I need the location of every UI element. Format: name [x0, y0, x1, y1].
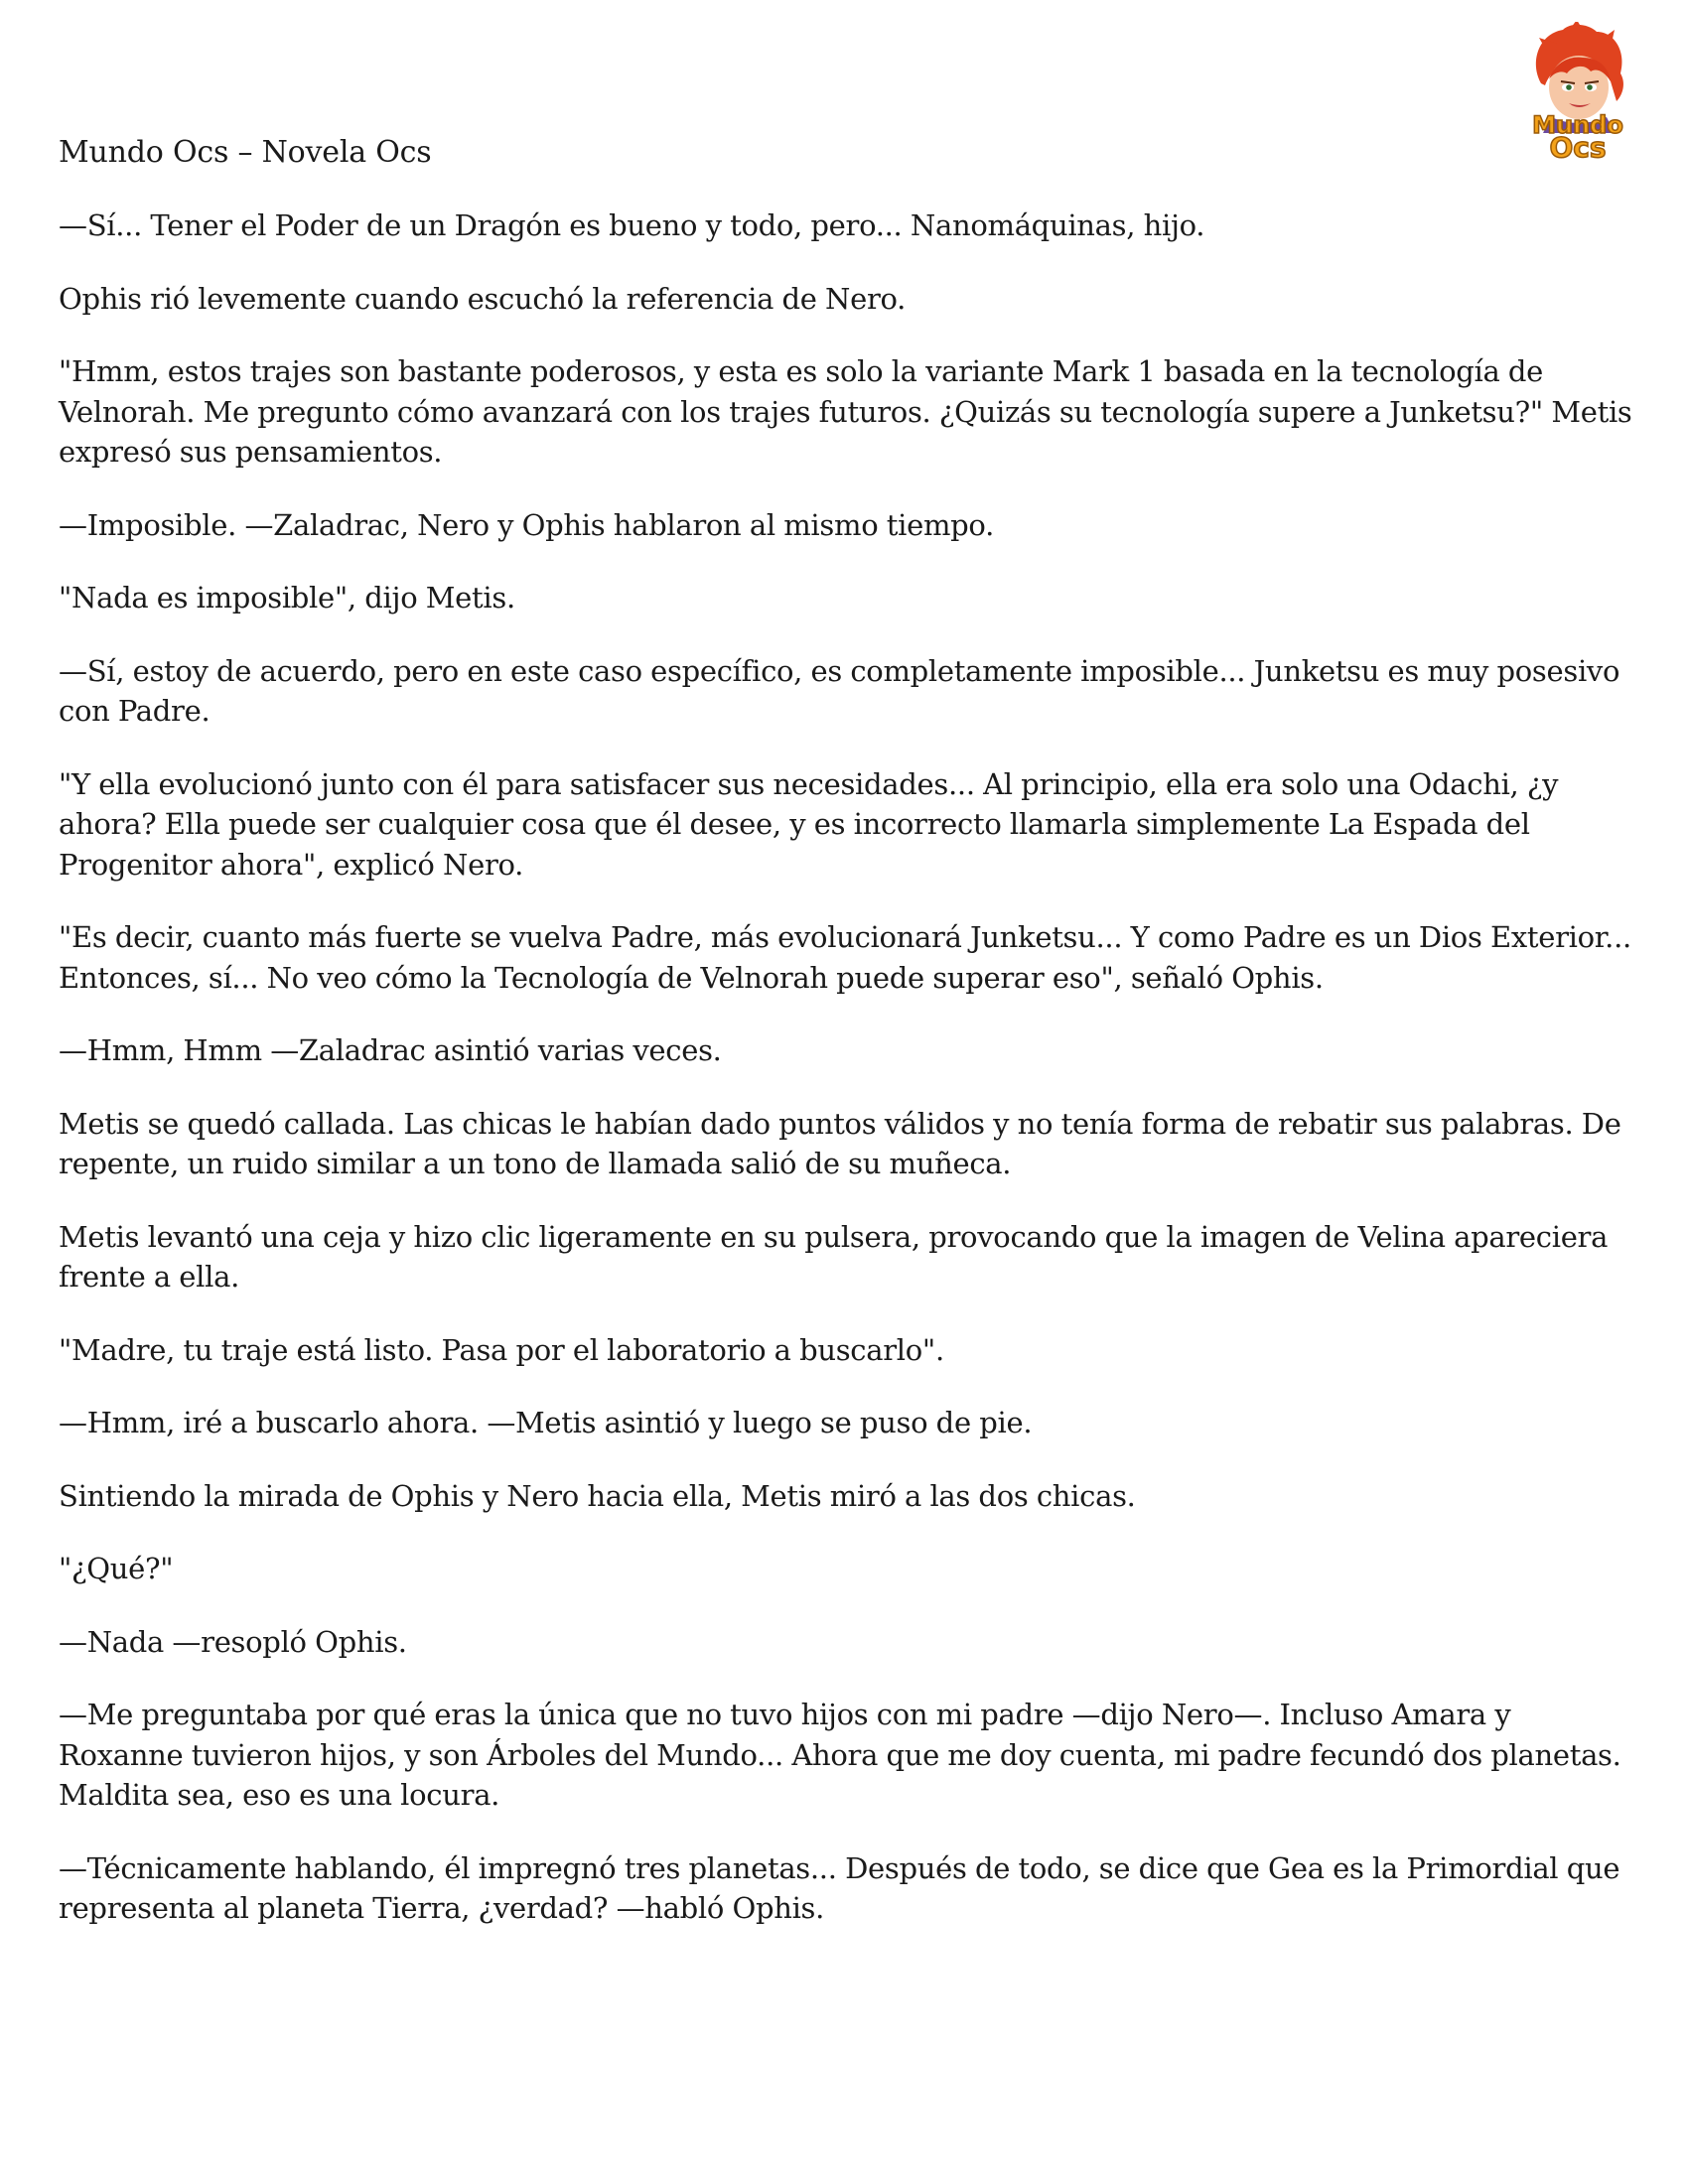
- paragraph: "Hmm, estos trajes son bastante poderosos, y esta es solo la variante Mark 1 basada en la tecnología de Velnorah. Me pregunto cómo avanzará con los trajes futuros. ¿Quizás su tecnología supere a Junketsu?" Metis expresó sus pensamientos.: [59, 354, 1632, 469]
- paragraph: Metis levantó una ceja y hizo clic ligeramente en su pulsera, provocando que la imagen de Velina apareciera frente a ella.: [59, 1219, 1609, 1294]
- paragraph: Ophis rió levemente cuando escuchó la referencia de Nero.: [59, 281, 907, 316]
- paragraph: Sintiendo la mirada de Ophis y Nero hacia ella, Metis miró a las dos chicas.: [59, 1478, 1136, 1513]
- paragraph: Metis se quedó callada. Las chicas le habían dado puntos válidos y no tenía forma de rebatir sus palabras. De repente, un ruido similar a un tono de llamada salió de su muñeca.: [59, 1106, 1621, 1180]
- paragraph: —Hmm, Hmm —Zaladrac asintió varias veces.: [59, 1033, 722, 1067]
- document-header: Mundo Ocs – Novela Ocs: [59, 135, 432, 170]
- svg-text:Ocs: Ocs: [1549, 131, 1607, 161]
- paragraph: "Madre, tu traje está listo. Pasa por el laboratorio a buscarlo".: [59, 1332, 944, 1367]
- paragraph: "Nada es imposible", dijo Metis.: [59, 581, 515, 614]
- document-body: [59, 205, 1637, 1962]
- paragraph: —Imposible. —Zaladrac, Nero y Ophis hablaron al mismo tiempo.: [59, 507, 994, 542]
- paragraph: —Nada —resopló Ophis.: [59, 1624, 407, 1659]
- paragraph: —Técnicamente hablando, él impregnó tres planetas... Después de todo, se dice que Gea es la Primordial que representa al planeta Tierra, ¿verdad? —habló Ophis.: [59, 1850, 1620, 1925]
- paragraph: —Sí, estoy de acuerdo, pero en este caso específico, es completamente imposible... Junketsu es muy posesivo con Padre.: [59, 653, 1620, 728]
- paragraph: "¿Qué?": [59, 1552, 174, 1585]
- mundo-ocs-logo: [1511, 22, 1644, 161]
- svg-text:Mundo: Mundo: [1532, 111, 1623, 139]
- paragraph: "Y ella evolucionó junto con él para satisfacer sus necesidades... Al principio, ella era solo una Odachi, ¿y ahora? Ella puede ser cualquier cosa que él desee, y es incorrecto llamarla simplemente La Espada del Progenitor ahora", explicó Nero.: [59, 766, 1559, 882]
- paragraph: —Me preguntaba por qué eras la única que no tuvo hijos con mi padre —dijo Nero—. Incluso Amara y Roxanne tuvieron hijos, y son Árboles del Mundo... Ahora que me doy cuenta, mi padre fecundó dos planetas. Maldita sea, eso es una locura.: [59, 1698, 1621, 1812]
- paragraph: —Hmm, iré a buscarlo ahora. —Metis asintió y luego se puso de pie.: [59, 1406, 1033, 1439]
- paragraph: "Es decir, cuanto más fuerte se vuelva Padre, más evolucionará Junketsu... Y como Padre es un Dios Exterior... Entonces, sí... No veo cómo la Tecnología de Velnorah puede superar eso", señaló Ophis.: [59, 920, 1631, 995]
- paragraph: —Sí... Tener el Poder de un Dragón es bueno y todo, pero... Nanomáquinas, hijo.: [59, 208, 1205, 242]
- logo-text: [1532, 111, 1623, 161]
